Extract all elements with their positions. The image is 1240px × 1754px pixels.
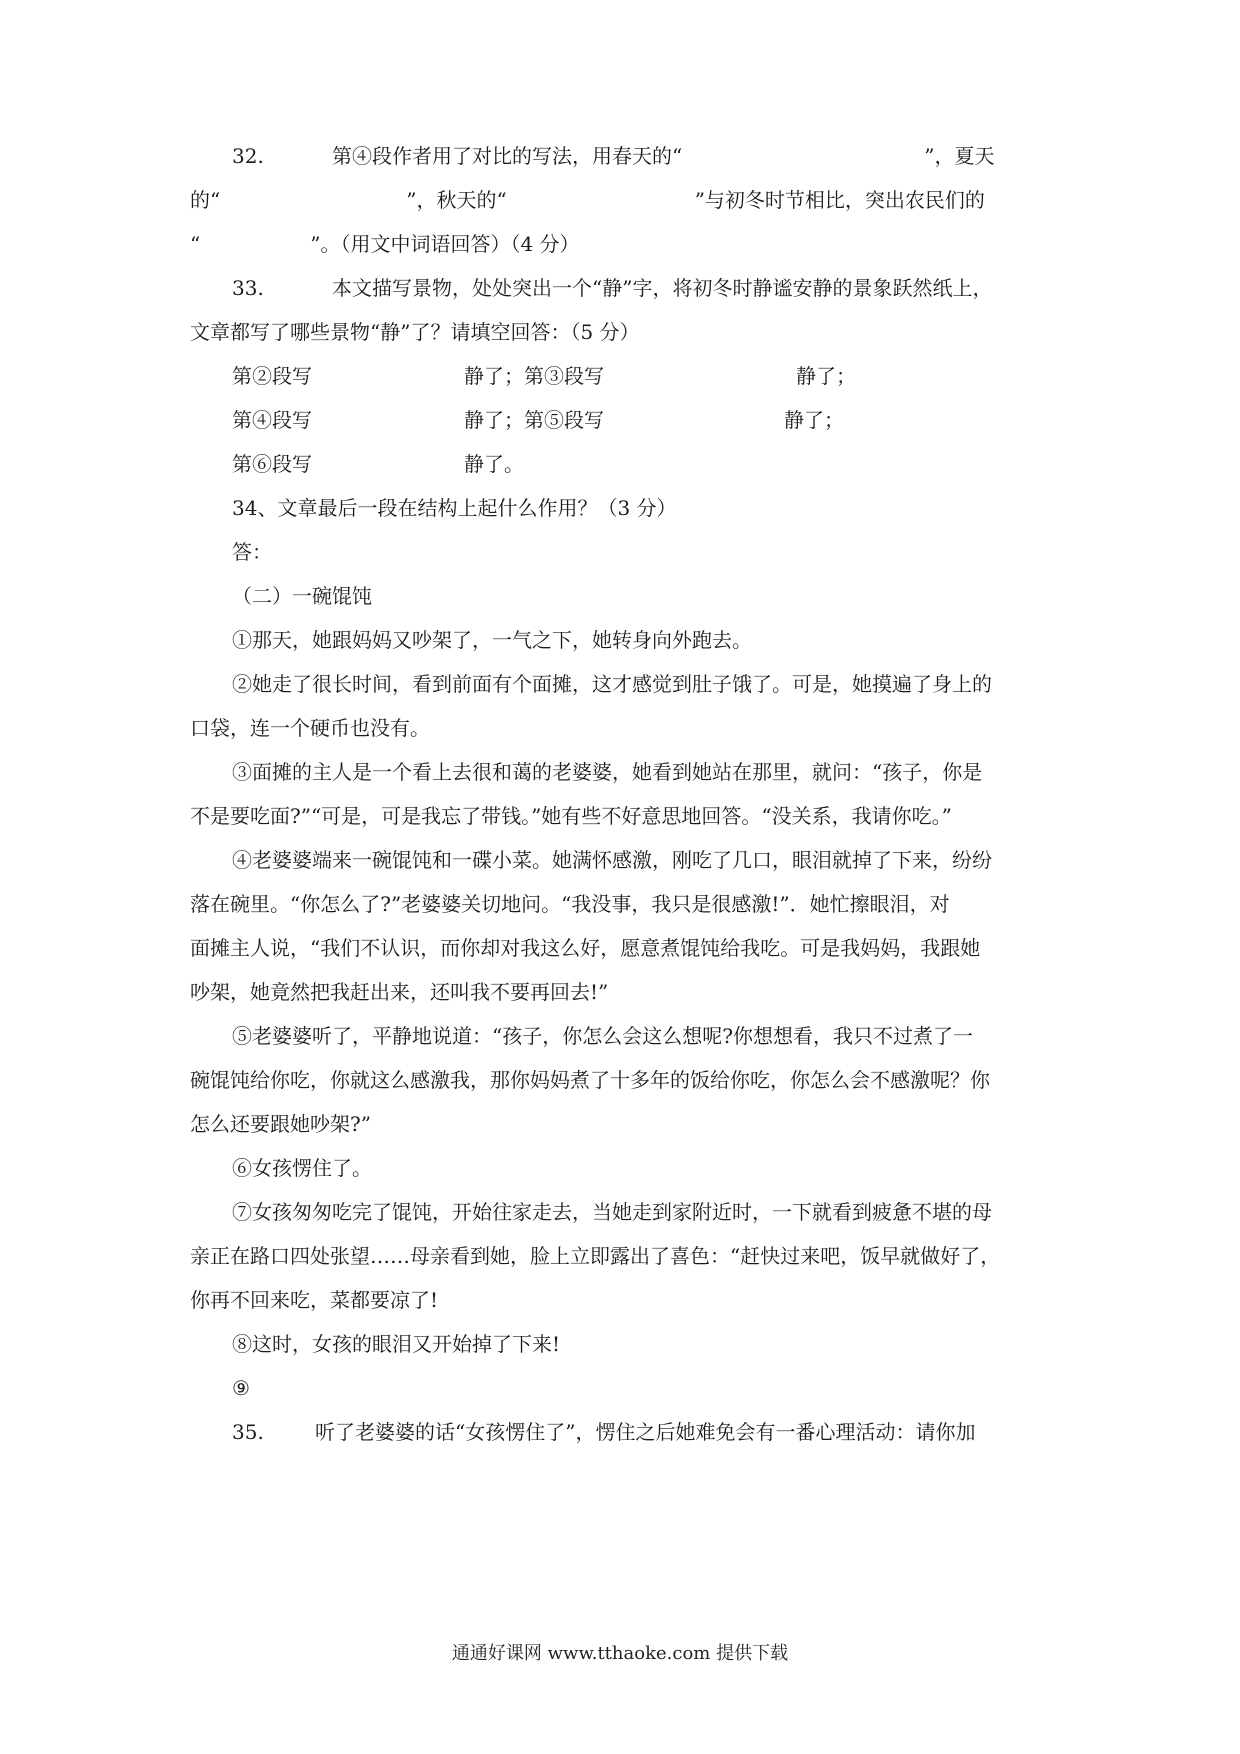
q33-fill-row-1 [232, 361, 1102, 391]
fill-label: 静了。 [464, 452, 524, 476]
fill-label: 静了；第③段写 [464, 364, 604, 388]
paragraph-6: ⑥女孩愣住了。 [232, 1156, 372, 1180]
paragraph-5-line-2: 碗馄饨给你吃，你就这么感激我，那你妈妈煮了十多年的饭给你吃，你怎么会不感激呢？你 [190, 1068, 990, 1092]
paragraph-1: ①那天，她跟妈妈又吵架了，一气之下，她转身向外跑去。 [232, 628, 752, 652]
paragraph-7-line-2: 亲正在路口四处张望……母亲看到她，脸上立即露出了喜色：“赶快过来吧，饭早就做好了， [190, 1244, 1001, 1268]
fill-label: 第④段写 [232, 408, 312, 432]
paragraph-3-line-2: 不是要吃面?”“可是，可是我忘了带钱。”她有些不好意思地回答。“没关系，我请你吃。” [190, 804, 952, 828]
q33-line-2: 文章都写了哪些景物“静”了？请填空回答：（5 分） [190, 320, 640, 344]
q32-text-3a: “ [190, 232, 201, 256]
q32-line-1 [232, 141, 1102, 171]
q32-line-2 [190, 185, 1060, 215]
question-number: 33. [232, 276, 264, 300]
q33-line-1 [232, 273, 1102, 303]
paragraph-4-line-4: 吵架，她竟然把我赶出来，还叫我不要再回去!” [190, 980, 609, 1004]
paragraph-7-line-1: ⑦女孩匆匆吃完了馄饨，开始往家走去，当她走到家附近时，一下就看到疲惫不堪的母 [232, 1200, 992, 1224]
q33-text-1: 本文描写景物，处处突出一个“静”字，将初冬时静谧安静的景象跃然纸上， [332, 276, 993, 300]
q32-text-1a: 第④段作者用了对比的写法，用春天的“ [332, 144, 683, 168]
q35-line-1 [232, 1417, 1102, 1447]
paragraph-3-line-1: ③面摊的主人是一个看上去很和蔼的老婆婆，她看到她站在那里，就问：“孩子，你是 [232, 760, 983, 784]
q32-text-2a: 的“ [190, 188, 221, 212]
question-number: 32. [232, 144, 264, 168]
q35-text: 听了老婆婆的话“女孩愣住了”，愣住之后她难免会有一番心理活动：请你加 [315, 1420, 976, 1444]
paragraph-8: ⑧这时，女孩的眼泪又开始掉了下来! [232, 1332, 561, 1356]
fill-label: 静了； [784, 408, 844, 432]
paragraph-5-line-3: 怎么还要跟她吵架?” [190, 1112, 371, 1136]
paragraph-4-line-1: ④老婆婆端来一碗馄饨和一碟小菜。她满怀感激，刚吃了几口，眼泪就掉了下来，纷纷 [232, 848, 992, 872]
paragraph-5-line-1: ⑤老婆婆听了，平静地说道：“孩子，你怎么会这么想呢?你想想看，我只不过煮了一 [232, 1024, 973, 1048]
q33-fill-row-2 [232, 405, 1102, 435]
q34-question: 34、文章最后一段在结构上起什么作用？（3 分） [232, 496, 677, 520]
fill-label: 第⑥段写 [232, 452, 312, 476]
fill-label: 第②段写 [232, 364, 312, 388]
question-number: 35. [232, 1420, 264, 1444]
q32-text-1b: ”，夏天 [924, 144, 995, 168]
paragraph-2-line-2: 口袋，连一个硬币也没有。 [190, 716, 430, 740]
paragraph-2-line-1: ②她走了很长时间，看到前面有个面摊，这才感觉到肚子饿了。可是，她摸遍了身上的 [232, 672, 992, 696]
paragraph-9: ⑨ [232, 1376, 250, 1400]
fill-label: 静了； [796, 364, 856, 388]
fill-label: 静了；第⑤段写 [464, 408, 604, 432]
passage-title: （二）一碗馄饨 [232, 584, 372, 608]
q32-line-3 [190, 229, 1060, 259]
q33-fill-row-3 [232, 449, 1102, 479]
q32-text-3b: ”。（用文中词语回答）（4 分） [310, 232, 580, 256]
page-footer: 通通好课网 www.tthaoke.com 提供下载 [451, 1643, 789, 1664]
q32-text-2b: ”，秋天的“ [406, 188, 507, 212]
q32-text-2c: ”与初冬时节相比，突出农民们的 [694, 188, 985, 212]
paragraph-4-line-2: 落在碗里。“你怎么了?”老婆婆关切地问。“我没事，我只是很感激!”．她忙擦眼泪，对 [190, 892, 950, 916]
paragraph-7-line-3: 你再不回来吃，菜都要凉了! [190, 1288, 439, 1312]
paragraph-4-line-3: 面摊主人说，“我们不认识，而你却对我这么好，愿意煮馄饨给我吃。可是我妈妈，我跟她 [190, 936, 981, 960]
q34-answer-label: 答： [232, 540, 272, 564]
